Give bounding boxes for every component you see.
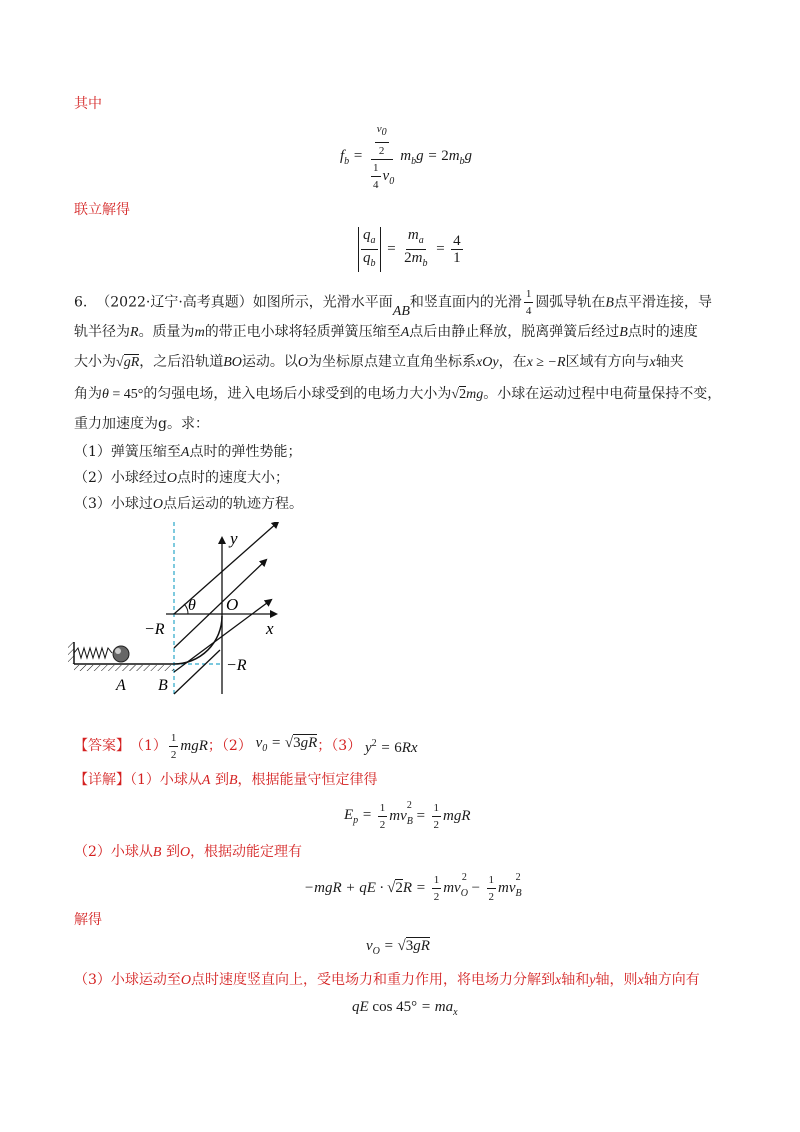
label-qizhong: 其中 bbox=[74, 96, 102, 112]
equation-fb: $f_b$ = $\frac{v_0}{2}$ $\frac{1}{4}$ $v_0$ $m_bg = 2m_bg$ bbox=[340, 123, 473, 191]
equation-charge-ratio: $\frac{q_a}{q_b}$ = $\frac{m_a}{2m_b}$ = $\frac{4}{1}$ bbox=[356, 226, 465, 272]
ball bbox=[113, 646, 129, 662]
ground-hatch bbox=[74, 665, 174, 671]
question-line-5: 重力加速度为g。求： bbox=[74, 416, 209, 432]
neg-r-left-label: −R bbox=[144, 621, 165, 638]
origin-label: O bbox=[226, 595, 239, 614]
physics-figure bbox=[66, 522, 296, 700]
point-a-label: A bbox=[116, 677, 126, 694]
question-line-4: 角为θ = 45°的匀强电场，进入电场后小球受到的电场力大小为√2mg。小球在运动过程中电荷量保持不变， bbox=[74, 386, 722, 402]
ball-highlight bbox=[115, 648, 121, 654]
question-sub-1: （1）弹簧压缩至A点时的弹性势能； bbox=[74, 444, 302, 460]
answer-line: 【答案】 （1） $\frac{1}{2}$ mgR ；（2） $v_0 = √3gR$ ；（3） $y^2 = 6Rx$ bbox=[74, 731, 418, 761]
x-axis-label: x bbox=[266, 619, 274, 638]
equation-work-energy: −mgR + qE · √2R = $\frac{1}{2}$ $mv_O^2$ − $\frac{1}{2}$ $mv_B^2$ bbox=[304, 871, 522, 903]
detail-step-3: （3）小球运动至O点时速度竖直向上，受电场力和重力作用，将电场力分解到x轴和y轴，则x轴方向有 bbox=[74, 972, 700, 988]
equation-ep: $E_p$ = $\frac{1}{2}$ $mv_B^2$ = $\frac{1}{2}$ mgR bbox=[344, 799, 471, 831]
spring bbox=[74, 648, 112, 658]
question-line-1: 6. （2022·辽宁·高考真题）如图所示，光滑水平面AB和竖直面内的光滑 $\frac{1}{4}$ 圆弧导轨在B点平滑连接，导 bbox=[74, 288, 712, 319]
arc-track bbox=[174, 616, 222, 664]
question-line-3: 大小为√gR，之后沿轨道BO运动。以O为坐标原点建立直角坐标系xOy，在x ≥ −R区域有方向与x轴夹 bbox=[74, 354, 684, 370]
detail-step-2: （2）小球从B 到O，根据动能定理有 bbox=[74, 844, 303, 860]
question-sub-3: （3）小球过O点后运动的轨迹方程。 bbox=[74, 496, 304, 512]
detail-step-1: 【详解】（1）小球从A 到B，根据能量守恒定律得 bbox=[74, 772, 378, 788]
wall-hatch bbox=[68, 642, 74, 664]
equation-x-direction: qE $\cos 45^\circ = ma_x$ bbox=[352, 998, 458, 1018]
y-axis-label: y bbox=[230, 529, 238, 548]
theta-label: θ bbox=[188, 597, 196, 614]
neg-r-bottom-label: −R bbox=[226, 657, 247, 674]
question-line-2: 轨半径为R。质量为m的带正电小球将轻质弹簧压缩至A点后由静止释放，脱离弹簧后经过B点时的速度 bbox=[74, 324, 698, 340]
point-b-label: B bbox=[158, 677, 168, 694]
question-sub-2: （2）小球经过O点时的速度大小； bbox=[74, 470, 290, 486]
label-lianli: 联立解得 bbox=[74, 202, 130, 218]
label-jiede: 解得 bbox=[74, 912, 102, 928]
equation-vo: $v_O = √3gR$ bbox=[366, 937, 430, 957]
field-line-4 bbox=[174, 650, 220, 694]
